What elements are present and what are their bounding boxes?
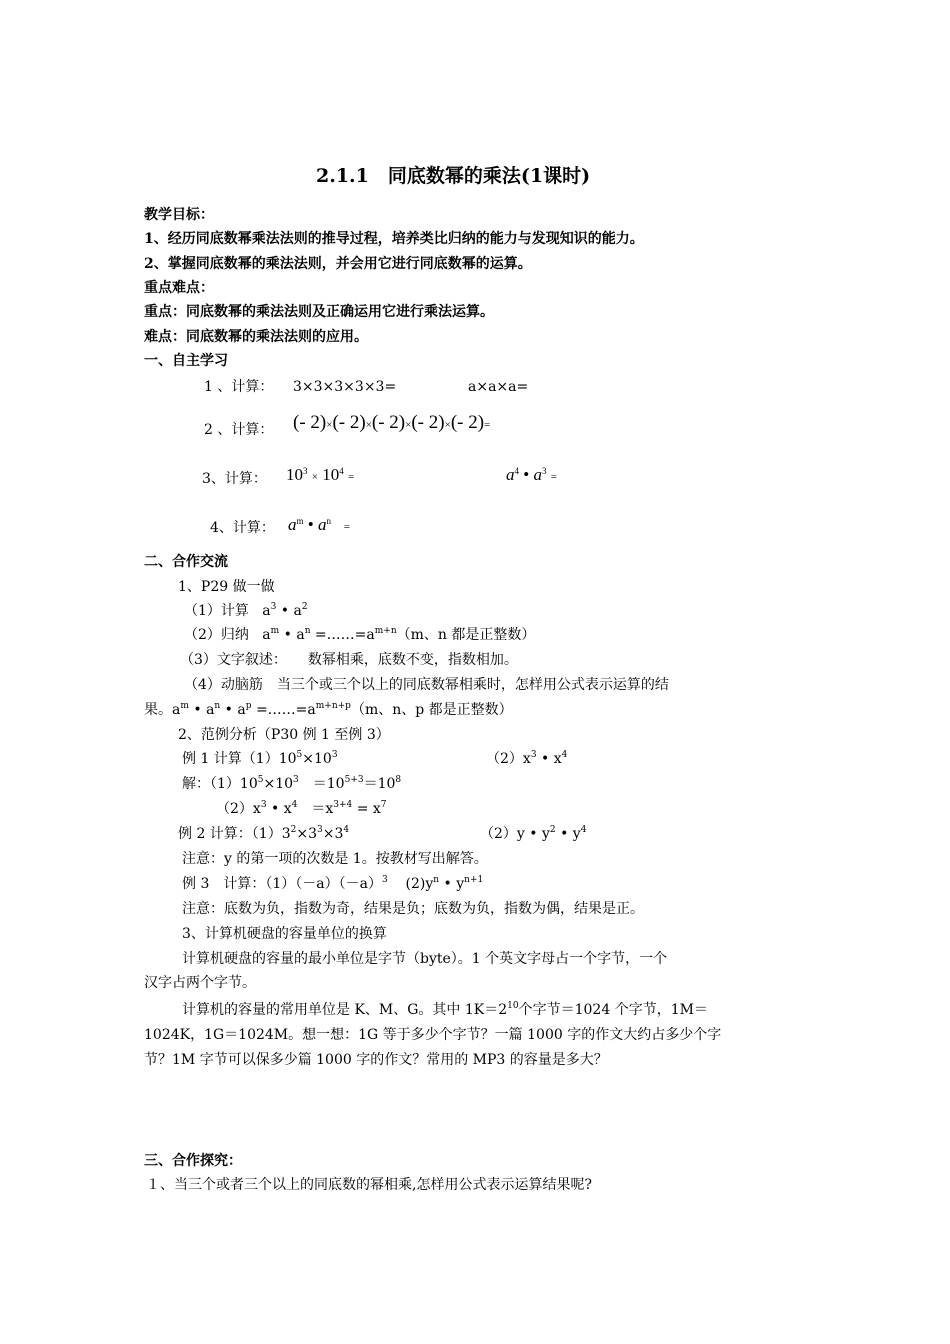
q3-expression-b: $a^4$ • $a^3$ = bbox=[506, 465, 557, 484]
example-2-part2: （2）y • $y^2$ • $y^4$ bbox=[480, 825, 587, 842]
key-point: 重点：同底数幂的乘法法则及正确运用它进行乘法运算。 bbox=[144, 304, 494, 320]
storage-paragraph-2b: 1024K，1G＝1024M。想一想：1G 等于多少个字节？一篇 1000 字的作文大约占多少个字 bbox=[144, 1027, 722, 1043]
note-2: 注意：底数为负，指数为奇，结果是负；底数为负，指数为偶，结果是正。 bbox=[182, 901, 644, 917]
storage-paragraph-2a-tail: 个字节＝1024 个字节，1M＝ bbox=[518, 1002, 708, 1018]
example-1: 例 1 计算$(1)10^5\times 10^3$ bbox=[182, 750, 338, 767]
section1-heading: 一、自主学习 bbox=[144, 353, 228, 369]
try-it-3: （3）文字叙述： 数幂相乘，底数不变，指数相加。 bbox=[180, 652, 518, 668]
example-1-label: 例 1 计算（1） bbox=[182, 751, 279, 767]
storage-paragraph-2a: 计算机的容量的常用单位是 K、M、G。其中 $1K=2^{10}$个字节＝1024 个字节，1M＝ bbox=[182, 1001, 708, 1018]
example-1-part2: $(2)x^3$ • $x^4$ bbox=[486, 750, 568, 767]
note-1: 注意：y 的第一项的次数是 1。按教材写出解答。 bbox=[182, 851, 488, 867]
try-it-1-label: （1）计算 bbox=[184, 603, 249, 619]
storage-paragraph-1b: 汉字占两个字节。 bbox=[144, 975, 256, 991]
section2-heading: 二、合作交流 bbox=[144, 554, 228, 570]
try-it-2-condition: （m、n 都是正整数） bbox=[396, 627, 536, 643]
solution-2: $(2)x^3$ • $x^4$ $=x^{3+4} = x^7$ bbox=[216, 800, 387, 817]
solution-1-label: 解：（1） bbox=[182, 776, 240, 792]
q2-expression: (- 2)×(- 2)×(- 2)×(- 2)×(- 2)= bbox=[293, 412, 491, 433]
objective-2: 2、掌握同底数幂的乘法法则，并会用它进行同底数幂的运算。 bbox=[144, 256, 532, 272]
objectives-heading: 教学目标： bbox=[144, 207, 214, 223]
q2-label: 2 、计算： bbox=[204, 422, 274, 438]
q1-expression-b: a×a×a= bbox=[468, 379, 529, 395]
q1-label: 1 、计算： bbox=[204, 379, 274, 395]
storage-heading: 3、计算机硬盘的容量单位的换算 bbox=[182, 926, 387, 942]
try-it-4-condition: （m、n、p 都是正整数） bbox=[350, 702, 513, 718]
q3-label: 3、计算： bbox=[202, 471, 267, 487]
example-2-part2-label: （2） bbox=[480, 826, 517, 842]
try-it-4-continued: 果。$a^m$ • $a^n$ • $a^p$ $=\dots\dots=a^{m+n+p}(m$、n、p 都是正整数） bbox=[144, 701, 513, 718]
storage-paragraph-1a: 计算机硬盘的容量的最小单位是字节（byte）。1 个英文字母占一个字节，一个 bbox=[182, 951, 668, 967]
solution-2-label: （2） bbox=[216, 801, 253, 817]
try-it-4: （4）动脑筋 当三个或三个以上的同底数幂相乘时，怎样用公式表示运算的结 bbox=[184, 677, 669, 693]
q4-label: 4、计算： bbox=[210, 520, 275, 536]
example-2-label: 例 2 计算：（1） bbox=[178, 826, 282, 842]
example-1-part2-label: （2） bbox=[486, 751, 523, 767]
try-it-heading: 1、P29 做一做 bbox=[178, 579, 275, 595]
q1-expression-a: 3×3×3×3×3= bbox=[293, 379, 397, 395]
q3-expression-a: $10^3 \times 10^4$ = bbox=[286, 465, 355, 484]
try-it-1: （1）计算 $a^3$ • $a^2$ bbox=[184, 602, 308, 619]
example-3-part2-label: (2) bbox=[405, 876, 426, 892]
examples-heading: 2、范例分析（P30 例 1 至例 3） bbox=[178, 727, 390, 743]
example-3-label: 例 3 计算：（1）（－a）（－a） bbox=[182, 876, 382, 892]
try-it-4-continued-head: 果。 bbox=[144, 702, 172, 718]
objective-1: 1、经历同底数幂乘法法则的推导过程，培养类比归纳的能力与发现知识的能力。 bbox=[144, 231, 644, 247]
try-it-2: （2）归纳 $a^m$ • $a^n$ $=\dots\dots=a^{m+n}(m$、n 都是正整数） bbox=[184, 626, 536, 643]
difficult-point: 难点：同底数幂的乘法法则的应用。 bbox=[144, 329, 368, 345]
key-points-heading: 重点难点： bbox=[144, 280, 214, 296]
section3-heading: 三、合作探究： bbox=[144, 1153, 242, 1169]
storage-paragraph-2c: 节？1M 字节可以保多少篇 1000 字的作文？常用的 MP3 的容量是多大？ bbox=[144, 1052, 608, 1068]
q4-expression: $a^m$ • $a^n$ = bbox=[288, 515, 350, 534]
solution-1: 解：$(1)10^5\times 10^3$ $=10^{5+3}=10^8$ bbox=[182, 775, 402, 792]
try-it-2-label: （2）归纳 bbox=[184, 627, 249, 643]
section3-question-1: １、当三个或者三个以上的同底数的幂相乘,怎样用公式表示运算结果呢? bbox=[146, 1177, 592, 1193]
example-2: 例 2 计算：$(1)3^2\times 3^3\times 3^4$ bbox=[178, 825, 350, 842]
page-title: 2.1.1 同底数幂的乘法(1课时) bbox=[316, 165, 591, 187]
storage-paragraph-2a-head: 计算机的容量的常用单位是 K、M、G。其中 1K＝2 bbox=[182, 1002, 508, 1018]
example-3: 例 3 计算：$(1)(-a)(-a)^3$ $(2)y^n$ • $y^{n+1}$ bbox=[182, 875, 484, 892]
